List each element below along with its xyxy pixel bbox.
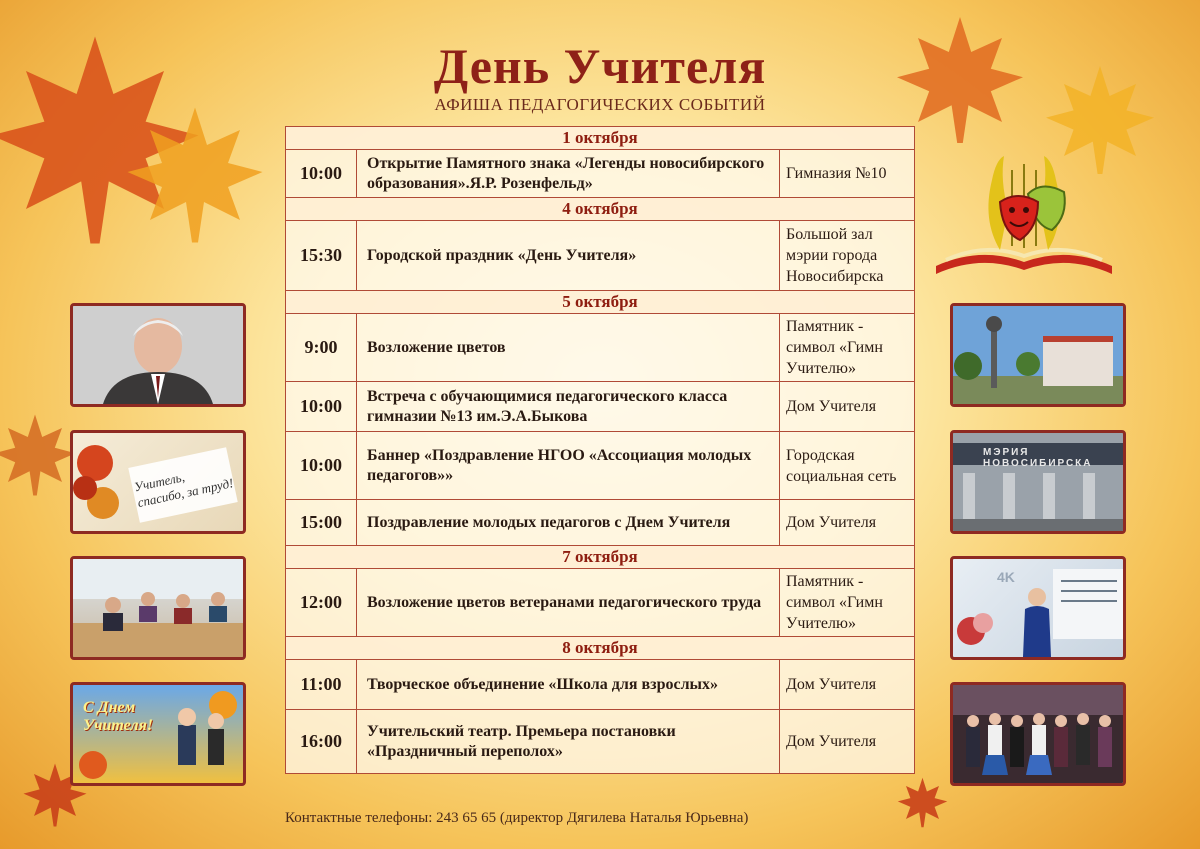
event-place: Большой зал мэрии города Новосибирска [780, 221, 915, 291]
conference-speaker-photo [950, 556, 1126, 660]
event-place: Дом Учителя [780, 500, 915, 546]
date-row [286, 546, 915, 569]
theater-lyre-logo-icon [930, 150, 1118, 276]
event-place: Дом Учителя [780, 382, 915, 432]
portrait-photo [70, 303, 246, 407]
date-row [286, 198, 915, 221]
date-row [286, 637, 915, 660]
screen-label-text: 4K [997, 569, 1015, 585]
event-row [286, 150, 915, 198]
classroom-photo [70, 556, 246, 660]
event-place: Дом Учителя [780, 710, 915, 774]
postcard-text: Учитель, спасибо, за труд! [132, 469, 235, 511]
event-row [286, 660, 915, 710]
event-place: Гимназия №10 [780, 150, 915, 198]
event-title: Встреча с обучающимися педагогического класса гимназии №13 им.Э.А.Быкова [357, 382, 780, 432]
event-row [286, 314, 915, 382]
event-place: Городская социальная сеть [780, 432, 915, 500]
event-title: Учительский театр. Премьера постановки «Праздничный переполох» [357, 710, 780, 774]
event-time: 15:00 [286, 500, 357, 546]
teacher-postcard-photo [70, 430, 246, 534]
event-time: 12:00 [286, 569, 357, 637]
greeting-text: С Днем Учителя! [83, 699, 154, 734]
maple-leaf-icon [0, 380, 80, 530]
event-place: Дом Учителя [780, 660, 915, 710]
event-title: Баннер «Поздравление НГОО «Ассоциация молодых педагогов»» [357, 432, 780, 500]
event-place: Памятник - символ «Гимн Учителю» [780, 569, 915, 637]
event-time: 15:30 [286, 221, 357, 291]
event-date: 8 октября [286, 637, 915, 660]
event-row [286, 710, 915, 774]
event-title: Городской праздник «День Учителя» [357, 221, 780, 291]
maple-leaf-icon [120, 90, 270, 260]
event-time: 10:00 [286, 432, 357, 500]
event-time: 10:00 [286, 150, 357, 198]
event-title: Поздравление молодых педагогов с Днем Учителя [357, 500, 780, 546]
events-schedule-table [285, 126, 915, 774]
event-row [286, 221, 915, 291]
event-date: 1 октября [286, 127, 915, 150]
event-time: 16:00 [286, 710, 357, 774]
teachers-day-card-photo [70, 682, 246, 786]
event-row [286, 382, 915, 432]
event-title: Открытие Памятного знака «Легенды новосибирского образования».Я.Р. Розенфельд» [357, 150, 780, 198]
event-date: 4 октября [286, 198, 915, 221]
maple-leaf-icon [895, 775, 950, 830]
page-title: День Учителя [433, 38, 767, 94]
event-time: 11:00 [286, 660, 357, 710]
event-title: Творческое объединение «Школа для взрослых» [357, 660, 780, 710]
event-place: Памятник - символ «Гимн Учителю» [780, 314, 915, 382]
event-date: 5 октября [286, 291, 915, 314]
event-row [286, 569, 915, 637]
monument-photo [950, 303, 1126, 407]
event-row [286, 432, 915, 500]
theater-performance-photo [950, 682, 1126, 786]
building-sign-text: МЭРИЯ НОВОСИБИРСКА [983, 447, 1093, 469]
event-date: 7 октября [286, 546, 915, 569]
date-row [286, 291, 915, 314]
event-row [286, 500, 915, 546]
event-time: 10:00 [286, 382, 357, 432]
page-subtitle: АФИША ПЕДАГОГИЧЕСКИХ СОБЫТИЙ [434, 95, 766, 114]
date-row [286, 127, 915, 150]
contacts-footer: Контактные телефоны: 243 65 65 (директор Дягилева Наталья Юрьевна) [285, 810, 749, 826]
event-title: Возложение цветов [357, 314, 780, 382]
event-title: Возложение цветов ветеранами педагогического труда [357, 569, 780, 637]
event-time: 9:00 [286, 314, 357, 382]
city-hall-photo [950, 430, 1126, 534]
